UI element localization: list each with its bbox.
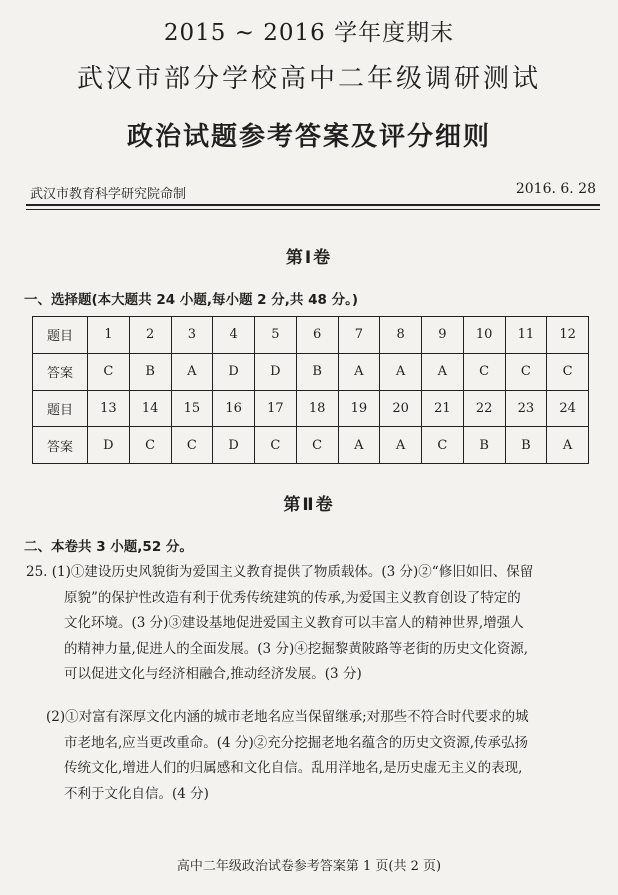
answer-cell: C bbox=[463, 353, 505, 390]
question-number-cell: 6 bbox=[296, 317, 338, 354]
answer-cell: D bbox=[213, 353, 255, 390]
question-number-cell: 22 bbox=[463, 390, 505, 427]
question-number-row bbox=[33, 390, 589, 427]
answer-cell: A bbox=[338, 427, 380, 464]
question-number-row bbox=[33, 317, 589, 354]
answer-cell: C bbox=[547, 353, 589, 390]
answer-cell: C bbox=[171, 427, 213, 464]
row-label-answer: 答案 bbox=[33, 427, 88, 464]
answer-cell: D bbox=[255, 353, 297, 390]
question-number-cell: 16 bbox=[213, 390, 255, 427]
question-number-cell: 14 bbox=[129, 390, 171, 427]
answer-cell: B bbox=[505, 427, 547, 464]
answer-line: 的精神力量,促进人的全面发展。(3 分)④挖掘黎黄陂路等老街的历史文化资源, bbox=[64, 640, 528, 657]
answer-cell: C bbox=[88, 353, 130, 390]
question-number-cell: 12 bbox=[547, 317, 589, 354]
answer-cell: A bbox=[380, 353, 422, 390]
answer-cell: C bbox=[255, 427, 297, 464]
question-number-cell: 9 bbox=[422, 317, 464, 354]
question-number-cell: 7 bbox=[338, 317, 380, 354]
section-1-title: 一、选择题(本大题共 24 小题,每小题 2 分,共 48 分。) bbox=[24, 292, 359, 308]
row-label-question: 题目 bbox=[33, 317, 88, 354]
answer-line: 可以促进文化与经济相融合,推动经济发展。(3 分) bbox=[64, 666, 362, 682]
issue-date: 2016. 6. 28 bbox=[515, 181, 596, 197]
question-number-cell: 4 bbox=[213, 317, 255, 354]
answer-cell: A bbox=[422, 353, 464, 390]
question-number-cell: 24 bbox=[547, 390, 589, 427]
header-divider-thin bbox=[26, 209, 600, 210]
answer-line: 文化环境。(3 分)③建设基地促进爱国主义教育可以丰富人的精神世界,增强人 bbox=[64, 615, 524, 631]
question-number-cell: 2 bbox=[129, 317, 171, 354]
answer-cell: C bbox=[422, 427, 464, 464]
row-label-question: 题目 bbox=[33, 390, 88, 427]
exam-year-title: 2015 ~ 2016 学年度期末 bbox=[163, 20, 455, 46]
answer-cell: D bbox=[213, 427, 255, 464]
question-25-part-2-answer bbox=[26, 705, 606, 807]
part-2-heading: 第Ⅱ卷 bbox=[283, 495, 335, 515]
page-footer: 高中二年级政治试卷参考答案第 1 页(共 2 页) bbox=[176, 859, 442, 874]
answer-cell: B bbox=[463, 427, 505, 464]
answer-line: 传统文化,增进人们的归属感和文化自信。乱用洋地名,是历史虚无主义的表现, bbox=[64, 760, 523, 776]
answer-cell: A bbox=[547, 427, 589, 464]
header-divider-thick bbox=[26, 204, 600, 206]
question-number-cell: 17 bbox=[255, 390, 297, 427]
answer-line: 不利于文化自信。(4 分) bbox=[64, 785, 209, 802]
exam-name-title: 武汉市部分学校高中二年级调研测试 bbox=[76, 64, 541, 94]
section-2-title: 二、本卷共 3 小题,52 分。 bbox=[24, 539, 193, 555]
question-number-cell: 11 bbox=[505, 317, 547, 354]
answer-cell: A bbox=[338, 353, 380, 390]
answer-row bbox=[33, 427, 589, 464]
question-number-cell: 8 bbox=[380, 317, 422, 354]
question-number-cell: 15 bbox=[171, 390, 213, 427]
question-number-cell: 13 bbox=[88, 390, 130, 427]
answer-cell: C bbox=[129, 427, 171, 464]
question-number-cell: 3 bbox=[171, 317, 213, 354]
question-number-cell: 20 bbox=[380, 390, 422, 427]
answer-line: 原貌”的保护性改造有利于优秀传统建筑的传承,为爱国主义教育创设了特定的 bbox=[64, 589, 521, 606]
document-title: 政治试题参考答案及评分细则 bbox=[126, 122, 491, 152]
answer-cell: D bbox=[88, 427, 130, 464]
part-1-heading: 第Ⅰ卷 bbox=[285, 248, 333, 268]
issuing-organization: 武汉市教育科学研究院命制 bbox=[30, 187, 187, 202]
question-number-cell: 5 bbox=[255, 317, 297, 354]
answer-line: 25. (1)①建设历史风貌街为爱国主义教育提供了物质载体。(3 分)②“修旧如旧、保留 bbox=[26, 564, 534, 580]
question-number-cell: 19 bbox=[338, 390, 380, 427]
answer-table bbox=[32, 316, 589, 464]
answer-cell: B bbox=[129, 353, 171, 390]
answer-cell: A bbox=[380, 427, 422, 464]
question-number-cell: 23 bbox=[505, 390, 547, 427]
question-25-part-1-answer bbox=[26, 560, 606, 688]
answer-row bbox=[33, 353, 589, 390]
answer-cell: A bbox=[171, 353, 213, 390]
answer-cell: C bbox=[296, 427, 338, 464]
row-label-answer: 答案 bbox=[33, 353, 88, 390]
question-number-cell: 1 bbox=[88, 317, 130, 354]
question-number-cell: 18 bbox=[296, 390, 338, 427]
answer-line: (2)①对富有深厚文化内涵的城市老地名应当保留继承;对那些不符合时代要求的城 bbox=[46, 709, 529, 725]
question-number-cell: 10 bbox=[463, 317, 505, 354]
answer-cell: C bbox=[505, 353, 547, 390]
answer-line: 市老地名,应当更改重命。(4 分)②充分挖掘老地名蕴含的历史文资源,传承弘扬 bbox=[64, 734, 528, 751]
question-number-cell: 21 bbox=[422, 390, 464, 427]
answer-cell: B bbox=[296, 353, 338, 390]
